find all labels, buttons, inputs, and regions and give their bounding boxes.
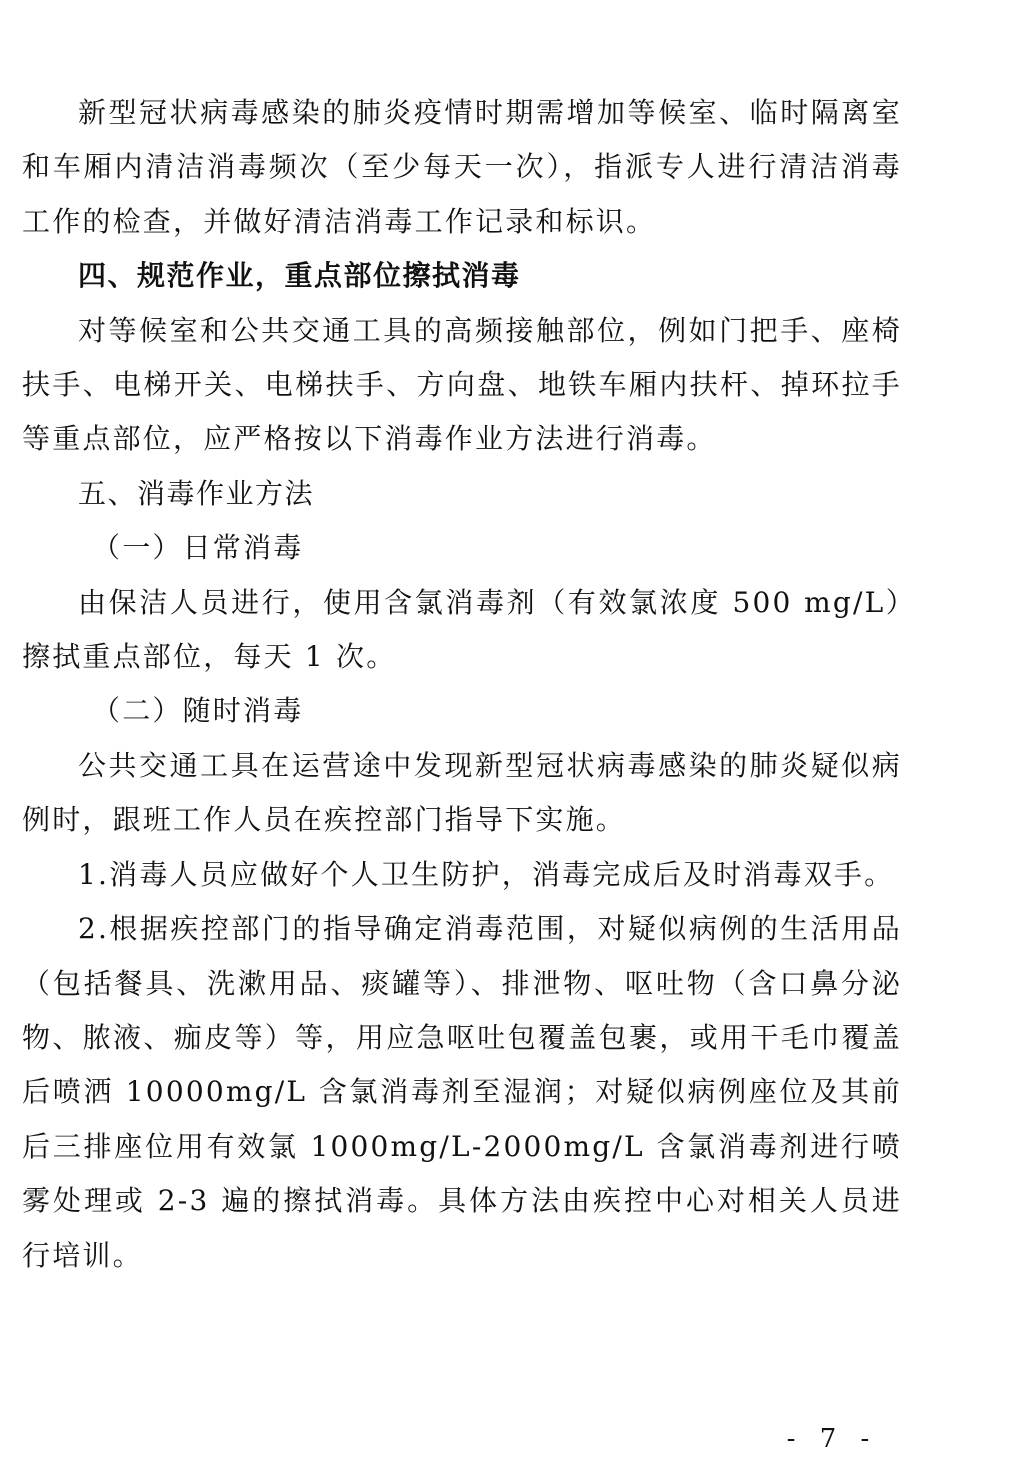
heading-section-four: 四、规范作业，重点部位擦拭消毒 — [78, 259, 521, 293]
subheading-daily-disinfection: （一）日常消毒 — [92, 531, 304, 565]
document-body — [22, 86, 902, 1283]
paragraph-suspected-case: 公共交通工具在运营途中发现新型冠状病毒感染的肺炎疑似病例时，跟班工作人员在疾控部门指导下实施。 — [22, 748, 902, 837]
subheading-immediate-disinfection: （二）随时消毒 — [92, 694, 304, 728]
heading-section-five: 五、消毒作业方法 — [78, 476, 315, 510]
paragraph-daily-disinfection: 由保洁人员进行，使用含氯消毒剂（有效氯浓度 500 mg/L）擦拭重点部位，每天 1 次。 — [22, 585, 902, 674]
paragraph-high-touch-areas: 对等候室和公共交通工具的高频接触部位，例如门把手、座椅扶手、电梯开关、电梯扶手、方向盘、地铁车厢内扶杆、掉环拉手等重点部位，应严格按以下消毒作业方法进行消毒。 — [22, 313, 902, 456]
page-number: - 7 - — [786, 1424, 878, 1454]
paragraph-cleaning-frequency: 新型冠状病毒感染的肺炎疫情时期需增加等候室、临时隔离室和车厢内清洁消毒频次（至少每天一次），指派专人进行清洁消毒工作的检查，并做好清洁消毒工作记录和标识。 — [22, 96, 902, 238]
paragraph-personal-protection: 1.消毒人员应做好个人卫生防护，消毒完成后及时消毒双手。 — [78, 857, 895, 891]
paragraph-disinfection-scope: 2.根据疾控部门的指导确定消毒范围，对疑似病例的生活用品（包括餐具、洗漱用品、痰罐等）、排泄物、呕吐物（含口鼻分泌物、脓液、痂皮等）等，用应急呕吐包覆盖包裹，或用干毛巾覆盖后喷洒 10000mg/L 含氯消毒剂至湿润；对疑似病例座位及其前后三排座位用有效氯 1000mg/L-2000mg/L 含氯消毒剂进行喷雾处理或 2-3 遍的擦拭消毒。具体方法由疾控中心对相关人员进行培训。 — [22, 912, 902, 1272]
